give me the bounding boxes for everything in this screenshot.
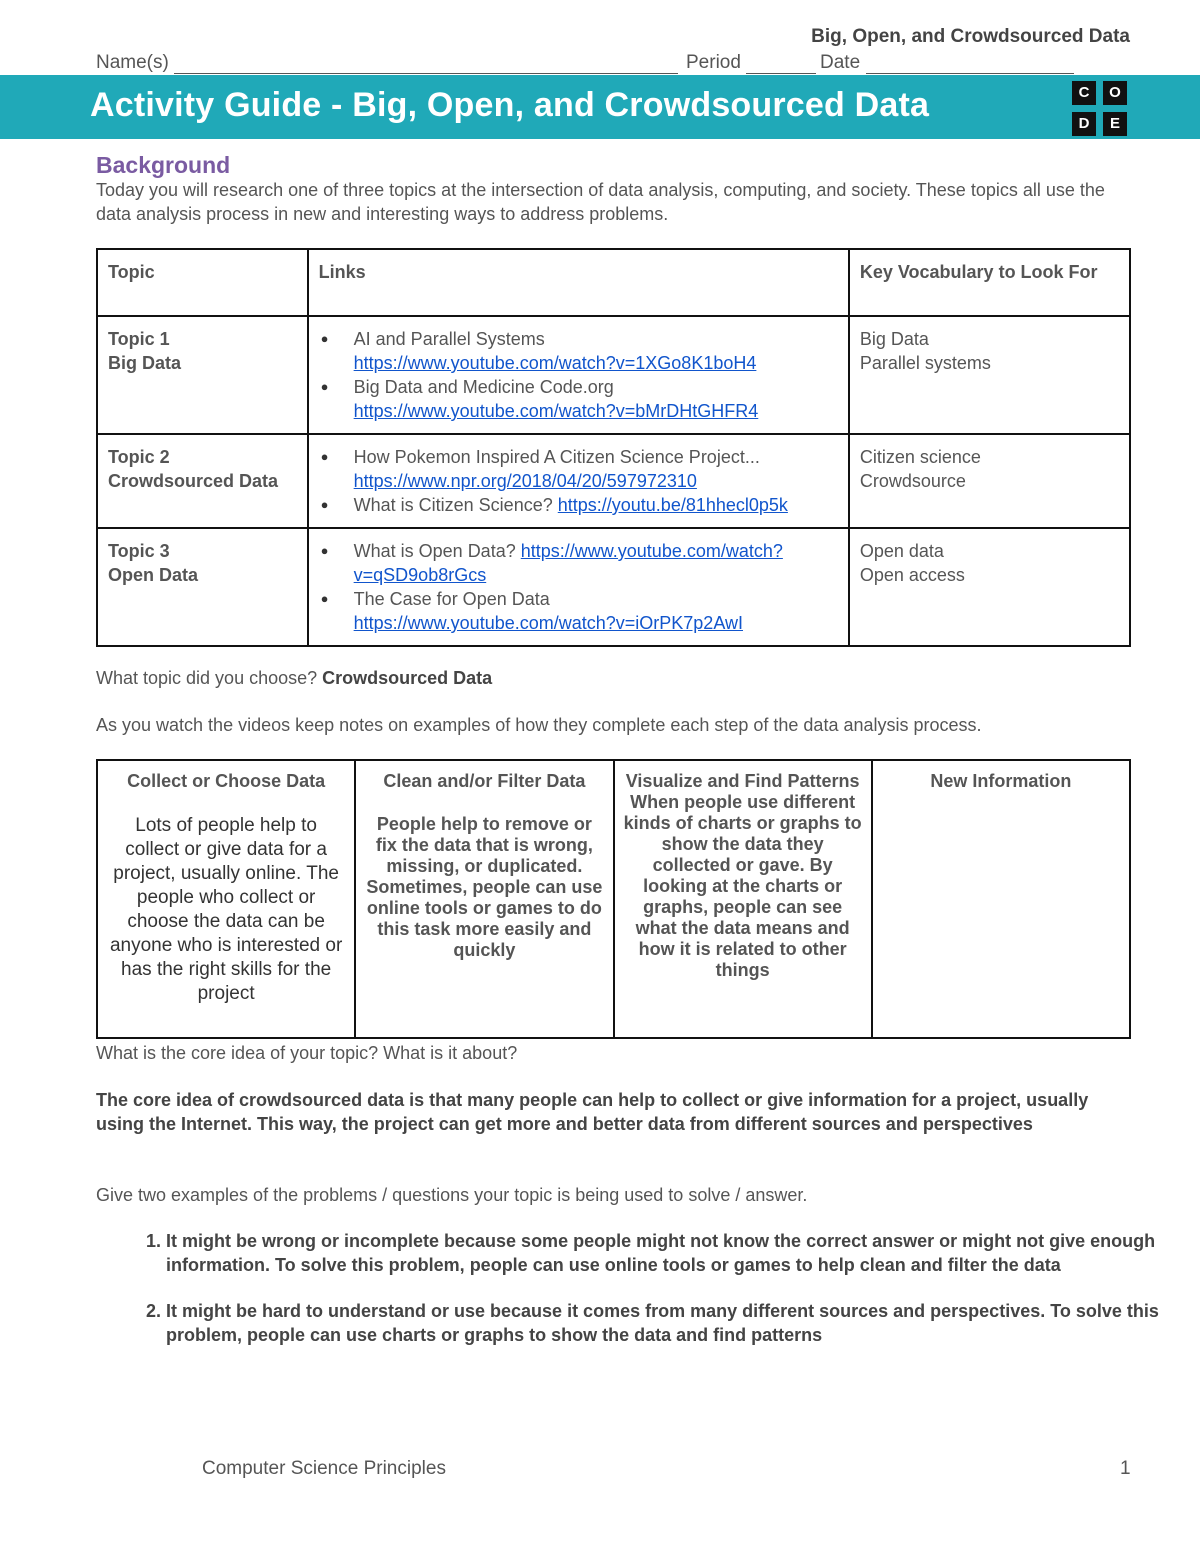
logo-letter: O — [1103, 81, 1127, 105]
table-row — [97, 528, 1130, 646]
vocab-term: Big Data — [859, 329, 929, 349]
topic-choice-question — [96, 666, 1136, 690]
process-cell-collect — [97, 760, 355, 1038]
video-link-continued[interactable]: v=qSD9ob8rGcs — [353, 565, 487, 585]
topic-number: Topic 2 — [108, 447, 170, 467]
process-cell-clean — [355, 760, 613, 1038]
link-title: What is Open Data? — [353, 541, 516, 561]
data-analysis-process-table — [96, 759, 1131, 1039]
list-item — [354, 493, 838, 517]
logo-letter: C — [1072, 81, 1096, 105]
links-cell — [308, 528, 849, 646]
question-prompt: What topic did you choose? — [96, 668, 318, 688]
link-title: ● The Case for Open Data — [353, 589, 550, 609]
examples-question: Give two examples of the problems / questions your topic is being used to solve / answer. — [96, 1185, 808, 1205]
table-row — [97, 434, 1130, 528]
name-period-date-bar — [96, 52, 1074, 74]
article-link[interactable]: https://www.npr.org/2018/04/20/597972310 — [353, 471, 697, 491]
vocab-term: Open access — [859, 565, 965, 585]
column-header: Links — [308, 249, 849, 316]
topic-cell — [97, 316, 308, 434]
column-header: Clean and/or Filter Data — [383, 771, 586, 791]
vocab-term: Crowdsource — [859, 471, 966, 491]
vocab-cell — [849, 434, 1130, 528]
link-title: ● AI and Parallel Systems — [353, 329, 545, 349]
cell-notes: Lots of people help to collect or give data for a project, usually online. The people who collect or choose the data can be anyone who is interested or has the right skills for the project — [109, 815, 343, 1004]
column-header: Topic — [97, 249, 308, 316]
background-heading: Background — [96, 152, 231, 178]
vocab-cell — [849, 316, 1130, 434]
list-item — [354, 587, 838, 635]
cell-notes: When people use different kinds of charts or graphs to show the data they collected or gave. By looking at the charts or graphs, people can see what the data means and how it is related to other things — [623, 792, 862, 980]
vocab-term: Open data — [859, 541, 944, 561]
name-label: Name(s) — [96, 52, 169, 73]
period-underline — [746, 73, 816, 74]
document-header-title: Big, Open, and Crowdsourced Data — [811, 26, 1130, 47]
topic-cell — [97, 434, 308, 528]
cell-notes: People help to remove or fix the data that is wrong, missing, or duplicated. Sometimes, people can use online tools or games to do this task more easily and quickly — [366, 814, 603, 960]
vocab-term: Parallel systems — [859, 353, 991, 373]
link-title: What is Citizen Science? — [353, 495, 553, 515]
process-cell-new-info — [872, 760, 1130, 1038]
topics-table — [96, 248, 1131, 647]
topic-name: Big Data — [108, 353, 182, 373]
topic-number: Topic 1 — [108, 329, 170, 349]
notes-instruction: As you watch the videos keep notes on examples of how they complete each step of the data analysis process. — [96, 715, 982, 735]
code-org-logo — [1070, 79, 1132, 137]
date-underline — [866, 73, 1074, 74]
footer-course: Computer Science Principles — [202, 1458, 446, 1479]
chosen-topic-answer: Crowdsourced Data — [322, 668, 493, 688]
links-cell — [308, 316, 849, 434]
links-cell — [308, 434, 849, 528]
list-item: 1. It might be wrong or incomplete because some people might not know the correct answer or might not give enough information. To solve this problem, people can use online tools or games to help clean and filter the data — [166, 1229, 1200, 1277]
logo-letter: D — [1072, 112, 1096, 136]
logo-letter: E — [1103, 112, 1127, 136]
period-label: Period — [686, 52, 741, 73]
examples-list — [96, 1229, 1200, 1369]
video-link[interactable]: https://www.youtube.com/watch?v=1XGo8K1boH4 — [353, 353, 757, 373]
list-item — [354, 375, 838, 423]
activity-guide-title: Activity Guide - Big, Open, and Crowdsourced Data — [90, 86, 930, 124]
column-header: Collect or Choose Data — [127, 771, 326, 791]
column-header: New Information — [930, 771, 1072, 791]
topic-name: Open Data — [108, 565, 199, 585]
page-number: 1 — [1120, 1458, 1131, 1479]
video-link[interactable]: https://www.youtube.com/watch?v=bMrDHtGHFR4 — [353, 401, 759, 421]
topic-name: Crowdsourced Data — [108, 471, 279, 491]
core-idea-question: What is the core idea of your topic? What is it about? — [96, 1043, 518, 1063]
video-link[interactable]: https://www.youtube.com/watch? — [520, 541, 783, 561]
table-row — [97, 760, 1130, 1038]
name-underline — [174, 73, 678, 74]
list-item — [354, 445, 838, 493]
video-link[interactable]: https://youtu.be/81hhecl0p5k — [557, 495, 788, 515]
column-header: Key Vocabulary to Look For — [849, 249, 1130, 316]
vocab-term: Citizen science — [859, 447, 981, 467]
link-title: ● Big Data and Medicine Code.org — [353, 377, 614, 397]
process-cell-visualize — [614, 760, 872, 1038]
vocab-cell — [849, 528, 1130, 646]
background-text: Today you will research one of three topics at the intersection of data analysis, computing, and society. These topics all use the data analysis process in new and interesting ways to address problems. — [96, 180, 1105, 224]
list-item: 2. It might be hard to understand or use because it comes from many different sources and perspectives. To solve this problem, people can use charts or graphs to show the data and find patterns — [166, 1299, 1200, 1347]
table-header-row — [97, 249, 1130, 316]
link-title: ● How Pokemon Inspired A Citizen Science Project... — [353, 447, 760, 467]
topic-cell — [97, 528, 308, 646]
list-item — [354, 327, 838, 375]
topic-number: Topic 3 — [108, 541, 170, 561]
table-row — [97, 316, 1130, 434]
video-link[interactable]: https://www.youtube.com/watch?v=iOrPK7p2AwI — [353, 613, 743, 633]
column-header: Visualize and Find Patterns — [625, 771, 860, 791]
date-label: Date — [820, 52, 861, 73]
core-idea-answer: The core idea of crowdsourced data is that many people can help to collect or give information for a project, usually using the Internet. This way, the project can get more and better data from different sources and perspectives — [96, 1090, 1089, 1134]
list-item — [354, 539, 838, 587]
